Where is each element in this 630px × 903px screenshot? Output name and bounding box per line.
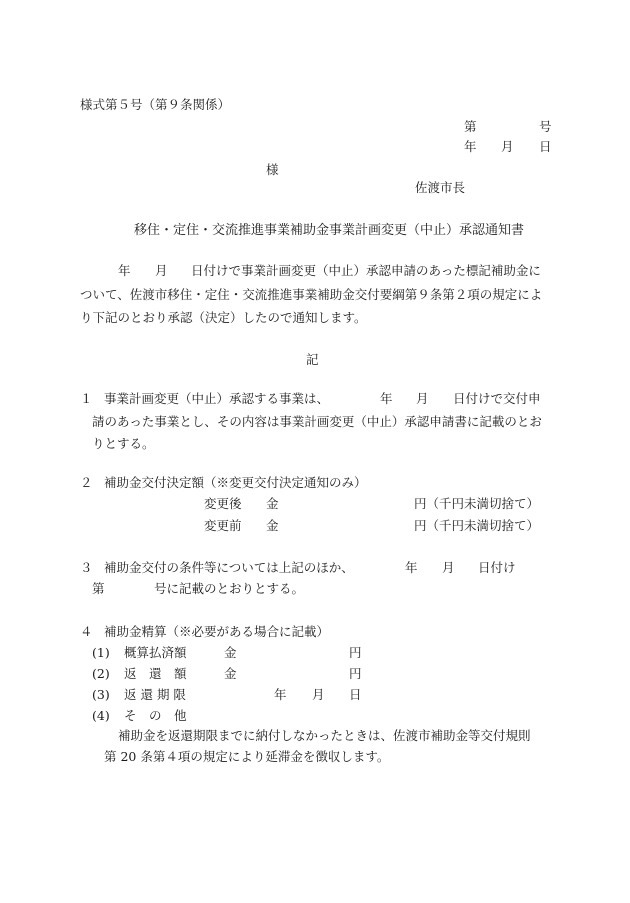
form-number-label: 様式第５号（第９条関係）: [80, 97, 231, 112]
item2-number: ２: [80, 475, 93, 490]
item3-text: 補助金交付の条件等については上記のほか、: [104, 560, 354, 575]
item3-number: ３: [80, 560, 93, 575]
issuer-name: 佐渡市長: [415, 180, 466, 195]
item1-year: 年: [380, 391, 393, 406]
item4-sub2-kin: 金: [224, 666, 237, 681]
item3-line-2: 号に記載のとおりとする。: [154, 581, 305, 596]
item4-sub3-label: 返 還 期 限: [124, 687, 186, 702]
item2-before-kin: 金: [266, 518, 279, 533]
item2-after-yen: 円（千円未満切捨て）: [414, 496, 540, 511]
item4-sub1-label: 概算払済額: [124, 645, 187, 660]
item4-sub2-unit: 円: [349, 666, 362, 681]
intro-line-3: り下記のとおり承認（決定）したので通知します。: [80, 310, 367, 325]
item4-text: 補助金精算（※必要がある場合に記載）: [104, 624, 330, 639]
item3-day-text: 日付け: [478, 560, 516, 575]
item3-year: 年: [405, 560, 418, 575]
item4-sub1-unit: 円: [349, 645, 362, 660]
item4-sub1-number: (1): [92, 645, 110, 660]
document-title: 移住・定住・交流推進事業補助金事業計画変更（中止）承認通知書: [134, 223, 525, 238]
intro-line-1: 日付けで事業計画変更（中止）承認申請のあった標記補助金に: [191, 263, 541, 278]
item1-line-3: りとする。: [92, 436, 155, 451]
item4-sub3-month: 月: [312, 687, 325, 702]
intro-month: 月: [155, 263, 168, 278]
doc-number-suffix: 号: [539, 119, 552, 134]
item2-text: 補助金交付決定額（※変更交付決定通知のみ）: [104, 475, 367, 490]
item3-month: 月: [442, 560, 455, 575]
item1-text-end: 日付けで交付申: [453, 391, 541, 406]
item1-month: 月: [416, 391, 429, 406]
item4-sub2-number: (2): [92, 666, 110, 681]
item4-note-line-1: 補助金を返還期限までに納付しなかったときは、佐渡市補助金等交付規則: [118, 728, 531, 743]
item4-sub3-day: 日: [349, 687, 362, 702]
date-day-label: 日: [539, 139, 552, 154]
ki-heading: 記: [306, 352, 319, 367]
doc-number-prefix: 第: [464, 119, 477, 134]
item2-before-label: 変更前: [204, 518, 242, 533]
addressee-suffix: 様: [266, 162, 279, 177]
item2-after-kin: 金: [266, 496, 279, 511]
item4-sub2-label: 返 還 額: [124, 666, 187, 681]
item4-sub4-label: そ の 他: [124, 708, 187, 723]
item4-note-line-2: 第 20 条第４項の規定により延滞金を徴収します。: [104, 749, 390, 764]
item4-number: ４: [80, 624, 93, 639]
item2-before-yen: 円（千円未満切捨て）: [414, 518, 540, 533]
item4-sub1-kin: 金: [224, 645, 237, 660]
date-year-label: 年: [464, 139, 477, 154]
item4-sub4-number: (4): [92, 708, 110, 723]
item1-text: 事業計画変更（中止）承認する事業は、: [104, 391, 330, 406]
item1-line-2: 請のあった事業とし、その内容は事業計画変更（中止）承認申請書に記載のとお: [92, 414, 542, 429]
intro-year: 年: [118, 263, 131, 278]
item3-dai: 第: [92, 581, 105, 596]
item4-sub3-number: (3): [92, 687, 110, 702]
date-month-label: 月: [501, 139, 514, 154]
item1-number: １: [80, 391, 93, 406]
intro-line-2: ついて、佐渡市移住・定住・交流推進事業補助金交付要綱第９条第２項の規定によ: [80, 287, 543, 302]
item4-sub3-year: 年: [274, 687, 287, 702]
item2-after-label: 変更後: [204, 496, 242, 511]
